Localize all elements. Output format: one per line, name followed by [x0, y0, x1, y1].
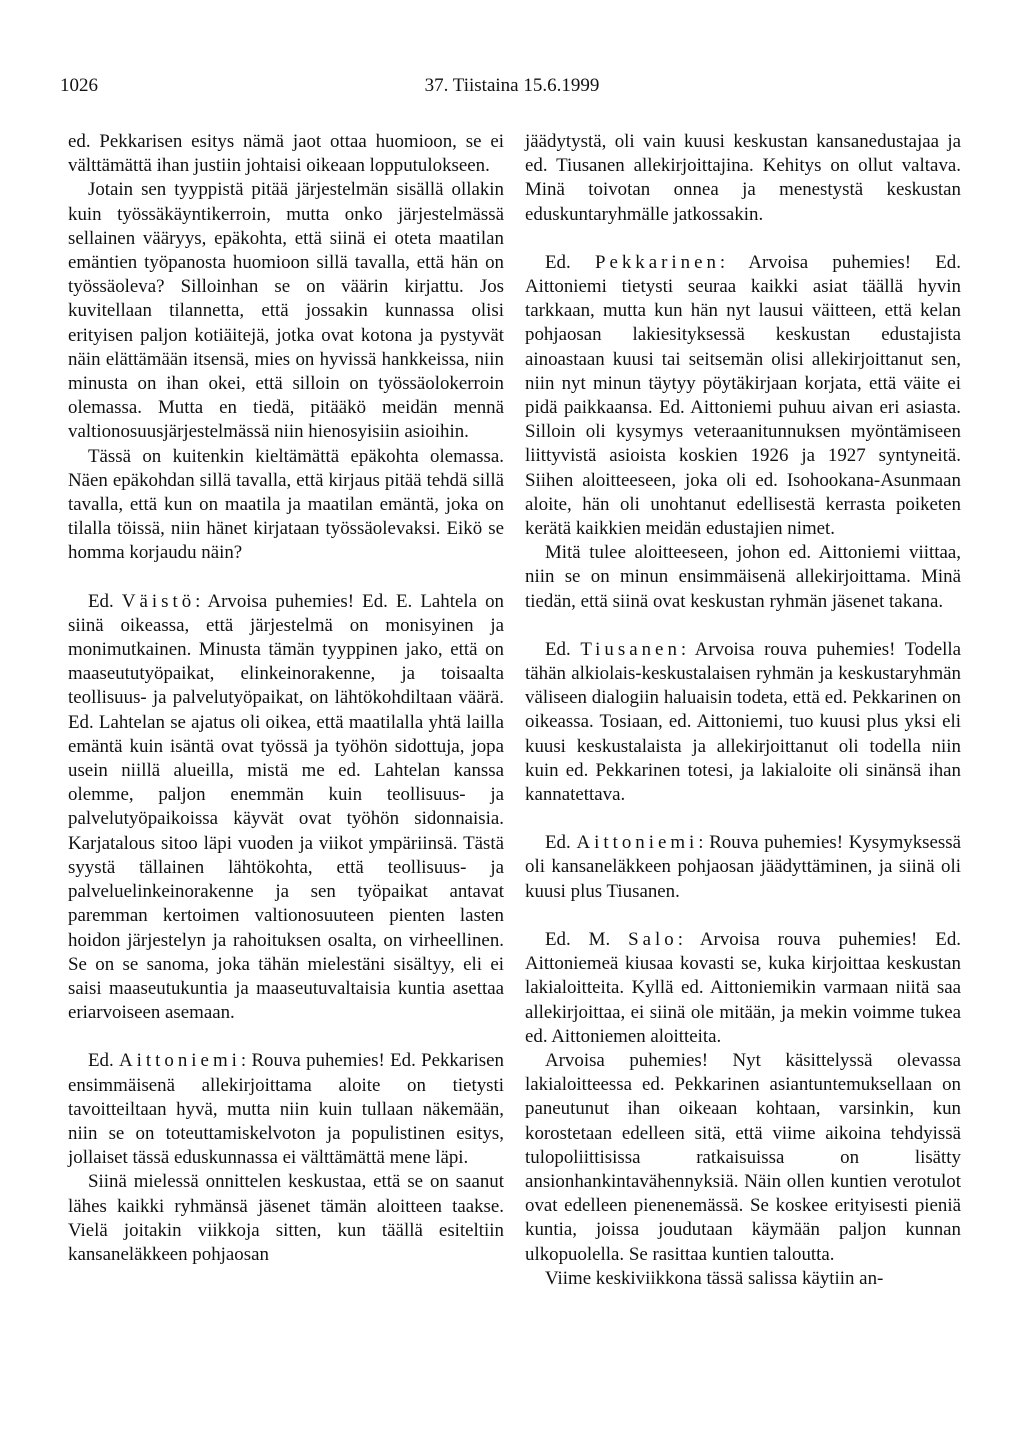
speaker-name: Pekkarinen [594, 251, 720, 273]
speaker-prefix: Ed. [545, 832, 571, 854]
speech-pekkarinen [525, 251, 961, 541]
speech-aittoniemi [68, 1049, 504, 1170]
speaker-prefix: Ed. [545, 251, 571, 273]
speaker-prefix: Ed. [88, 590, 114, 612]
running-head: 37. Tiistaina 15.6.1999 [424, 75, 600, 96]
speech-text: : Arvoisa puhemies! Ed. E. Lahtela on siinä oikeassa, että järjestelmä on monisyinen ja monimutkainen. Minusta tämän tyyppinen jako, että on maaseututyöpaikat, elinkeinorakenne, ja toisaalta teollisuus- ja palvelutyöpaikat, on lähtökohdiltaan väärä. Ed. Lahtelan se ajatus oli oikea, että maatilalla yhtä lailla emäntä kuin isäntä ovat työssä ja työhön sidottuja, jopa usein niillä alueilla, mistä me ed. Lahtelan kanssa olemme, paljon enemmän kuin teollisuus- ja palvelutyöpaikoissa käyvät ovat työhön sidonnaisia. Karjatalous sitoo läpi vuoden ja viikot ympäriinsä. Tästä syystä tällainen lähtökohta, että teollisuus- ja palveluelinkeinorakenne ja sen työpaikat antavat paremman kertoimen valtionosuuteen pienten lasten hoidon järjestelyn ja rahoituksen osalta, on virheellinen. Se on se sanoma, joka tähän mielestäni sisältyy, eli ei saisi maaseutukuntia ja maaseutuvaltaisia kuntia asettaa eriarvoiseen asemaan. [68, 590, 504, 1024]
speaker-name: Salo [628, 928, 678, 950]
speech-salo [525, 928, 961, 1049]
speaker-prefix: Ed. [545, 638, 571, 660]
left-column [68, 130, 504, 1267]
speech-text: : Arvoisa puhemies! Ed. Aittoniemi tietysti seuraa kaikki asiat täällä hyvin tarkkaan, mutta kun hän nyt lausui väitteen, että kelan pohjaosan lakiesityksessä keskustan edustajista ainoastaan kuusi tai seitsemän olisi allekirjoittanut sen, niin nyt minun täytyy pöytäkirjaan korjata, että väite ei pidä paikkaansa. Ed. Aittoniemi puhuu aivan eri asiasta. Silloin oli kysymys veteraanitunnuksen myöntämiseen liittyvistä asioista koskien 1926 ja 1927 syntyneitä. Siihen aloitteeseen, joka oli ed. Isohookana-Asunmaan aloite, hän oli unohtanut edellisestä kerrasta poiketen kerätä kaikkien meidän edustajien nimet. [525, 251, 961, 540]
speaker-name: Väistö [121, 590, 196, 612]
paragraph: jäädytystä, oli vain kuusi keskustan kansanedustajaa ja ed. Tiusanen allekirjoittajina. Kehitys on ollut valtava. Minä toivotan onnea ja menestystä keskustan eduskuntaryhmälle jatkossakin. [525, 131, 961, 225]
page-number: 1026 [60, 75, 98, 96]
page-header [0, 75, 1024, 99]
paragraph: Arvoisa puhemies! Nyt käsittelyssä olevassa lakialoitteessa ed. Pekkarinen asiantuntemuksellaan on paneutunut ihan oikeaan kohtaan, varsinkin, kun korostetaan edelleen sitä, että viime aikoina tehdyissä tulopoliittisissa ratkaisuissa on lisätty ansionhankintavähennyksiä. Näin ollen kuntien verotulot ovat edelleen pienenemässä. Se koskee erityisesti pieniä kuntia, joissa joudutaan käymään paljon kunnan ulkopuolella. Se rasittaa kuntien taloutta. [525, 1049, 961, 1265]
speaker-prefix: Ed. [88, 1050, 114, 1072]
speech-vaisto [68, 590, 504, 1026]
speech-text: : Rouva puhemies! Kysymyksessä oli kansaneläkkeen pohjaosan jäädyttäminen, ja siinä oli kuusi plus Tiusanen. [525, 832, 961, 902]
speech-tiusanen [525, 638, 961, 807]
speech-text: : Arvoisa rouva puhemies! Ed. Aittoniemeä kiusaa kovasti se, kuka kirjoittaa keskustan lakialoitteita. Kyllä ed. Aittoniemikin varmaan niitä saa allekirjoittaa, ei siinä ole mitään, ja mekin voimme tukea ed. Aittoniemen aloitteita. [525, 928, 961, 1047]
speech-text: : Rouva puhemies! Ed. Pekkarisen ensimmäisenä allekirjoittama aloite on tietysti tavoitteiltaan hyvä, mutta niin kuin tullaan näkemään, niin se on toteuttamiskelvoton ja populistinen esitys, jollaiset tässä eduskunnassa ei välttämättä mene läpi. [68, 1050, 504, 1169]
paragraph: Viime keskiviikkona tässä salissa käytiin an- [545, 1267, 884, 1289]
paragraph: Siinä mielessä onnittelen keskustaa, että se on saanut lähes kaikki ryhmänsä jäsenet tämän aloitteen taakse. Vielä joitakin viikkoja sitten, kun täällä esiteltiin kansaneläkkeen pohjaosan [68, 1171, 504, 1265]
speaker-name: Aittoniemi [576, 832, 699, 854]
speaker-prefix: Ed. M. [545, 928, 611, 950]
speech-text: : Arvoisa rouva puhemies! Todella tähän alkiolais-keskustalaisen ryhmän ja keskustaryhmän väliseen dialogiin haluaisin todeta, että ed. Pekkarinen on oikeassa. Tosiaan, ed. Aittoniemi, tuo kuusi plus yksi eli kuusi keskustalaista ja allekirjoittanut oli todella niin kuin ed. Pekkarinen totesi, ja lakialoite oli sinänsä ihan kannatettava. [525, 638, 961, 806]
speech-aittoniemi-2 [525, 831, 961, 904]
paragraph: Tässä on kuitenkin kieltämättä epäkohta olemassa. Näen epäkohdan sillä tavalla, että kirjaus pitää tehdä sillä tavalla, että kun on maatila ja maatilan emäntä, joka on tilalla töissä, niin hänet kirjataan työssäolevaksi. Eikö se homma korjaudu näin? [68, 445, 504, 564]
paragraph: Mitä tulee aloitteeseen, johon ed. Aittoniemi viittaa, niin se on minun ensimmäisenä allekirjoittama. Minä tiedän, että siinä ovat keskustan ryhmän jäsenet takana. [525, 542, 961, 612]
right-column [525, 130, 961, 1291]
paragraph: Jotain sen tyyppistä pitää järjestelmän sisällä ollakin kuin työssäkäyntikerroin, mutta onko järjestelmässä sellainen vääryys, epäkohta, että siinä ei oteta maatilan emäntien työpanosta huomioon sillä tavalla, että hän on työssäoleva? Silloinhan se on väärin kirjattu. Jos kuvitellaan tilannetta, että jossakin kunnassa olisi erityisen paljon kotiäitejä, jotka ovat kotona ja pystyvät näin elättämään itsensä, mies on hyvissä hankkeissa, niin minusta on ihan okei, että silloin on työssäolokerroin olemassa. Mutta en tiedä, pitääkö meidän mennä valtionosuusjärjestelmässä niin hienosyisiin asioihin. [68, 179, 504, 443]
speaker-name: Aittoniemi [119, 1050, 241, 1072]
paragraph: ed. Pekkarisen esitys nämä jaot ottaa huomioon, se ei välttämättä ihan justiin johtaisi oikeaan lopputulokseen. [68, 131, 504, 177]
speaker-name: Tiusanen [580, 638, 681, 660]
